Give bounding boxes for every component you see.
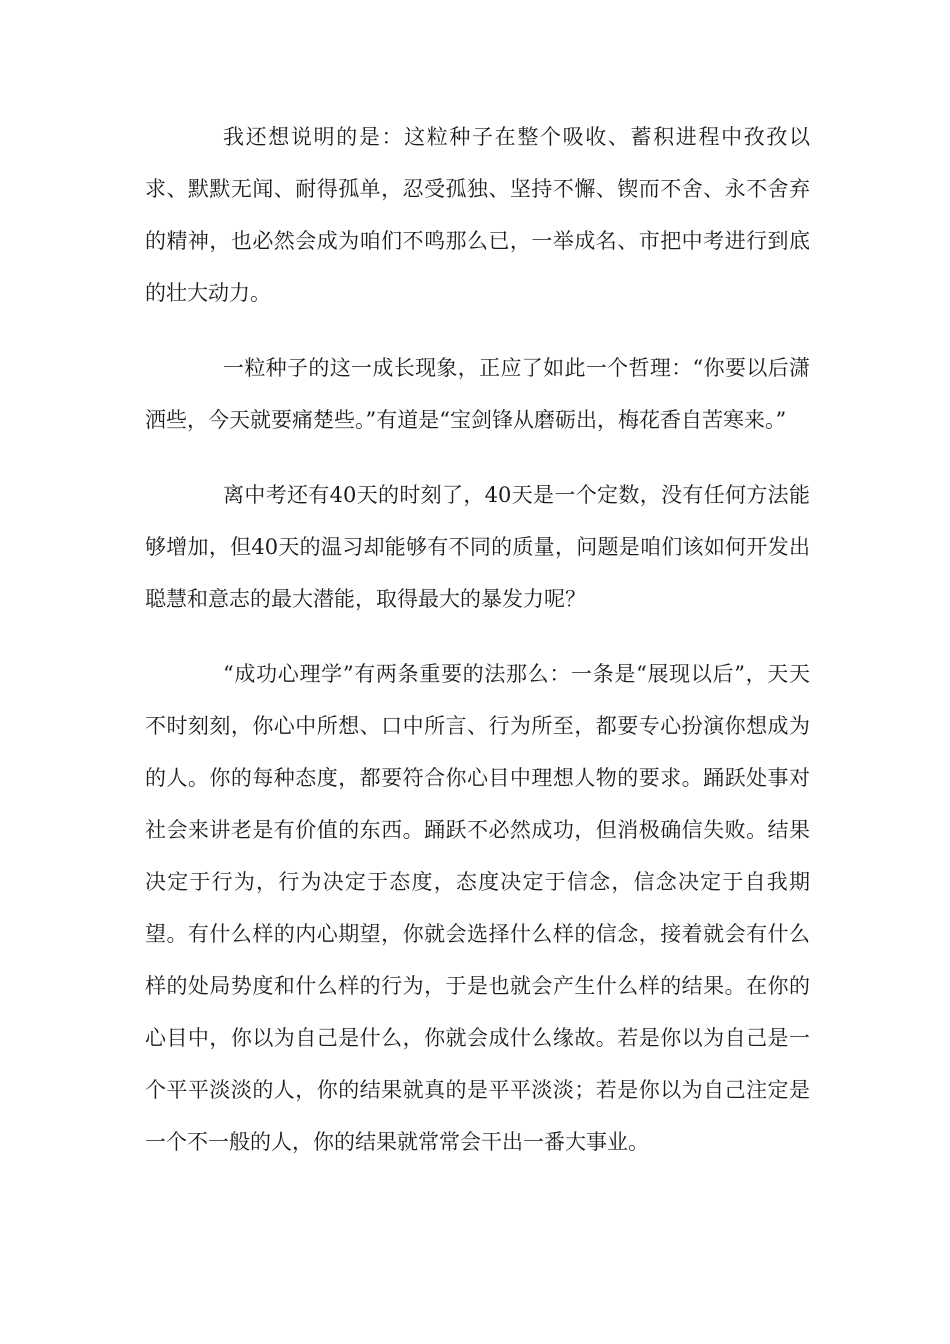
paragraph-3: 离中考还有40天的时刻了，40天是一个定数，没有任何方法能够增加，但40天的温习却能够有不同的质量，问题是咱们该如何开发出聪慧和意志的最大潜能，取得最大的暴发力呢？ [145, 483, 810, 611]
document-page [145, 111, 810, 1191]
paragraph-4: “成功心理学”有两条重要的法那么：一条是“展现以后”，天天不时刻刻，你心中所想、口中所言、行为所至，都要专心扮演你想成为的人。你的每种态度，都要符合你心目中理想人物的要求。踊跃处事对社会来讲老是有价值的东西。踊跃不必然成功，但消极确信失败。结果决定于行为，行为决定于态度，态度决定于信念，信念决定于自我期望。有什么样的内心期望，你就会选择什么样的信念，接着就会有什么样的处局势度和什么样的行为，于是也就会产生什么样的结果。在你的心目中，你以为自己是什么，你就会成什么缘故。若是你以为自己是一个平平淡淡的人，你的结果就真的是平平淡淡；若是你以为自己注定是一个不一般的人，你的结果就常常会干出一番大事业。 [145, 662, 810, 1154]
paragraph-1: 我还想说明的是：这粒种子在整个吸收、蓄积进程中孜孜以求、默默无闻、耐得孤单，忍受孤独、坚持不懈、锲而不舍、永不舍弃的精神，也必然会成为咱们不鸣那么已，一举成名、市把中考进行到底的壮大动力。 [145, 125, 810, 305]
paragraph-2: 一粒种子的这一成长现象，正应了如此一个哲理：“你要以后潇洒些，今天就要痛楚些。”有道是“宝剑锋从磨砺出，梅花香自苦寒来。” [145, 356, 810, 432]
